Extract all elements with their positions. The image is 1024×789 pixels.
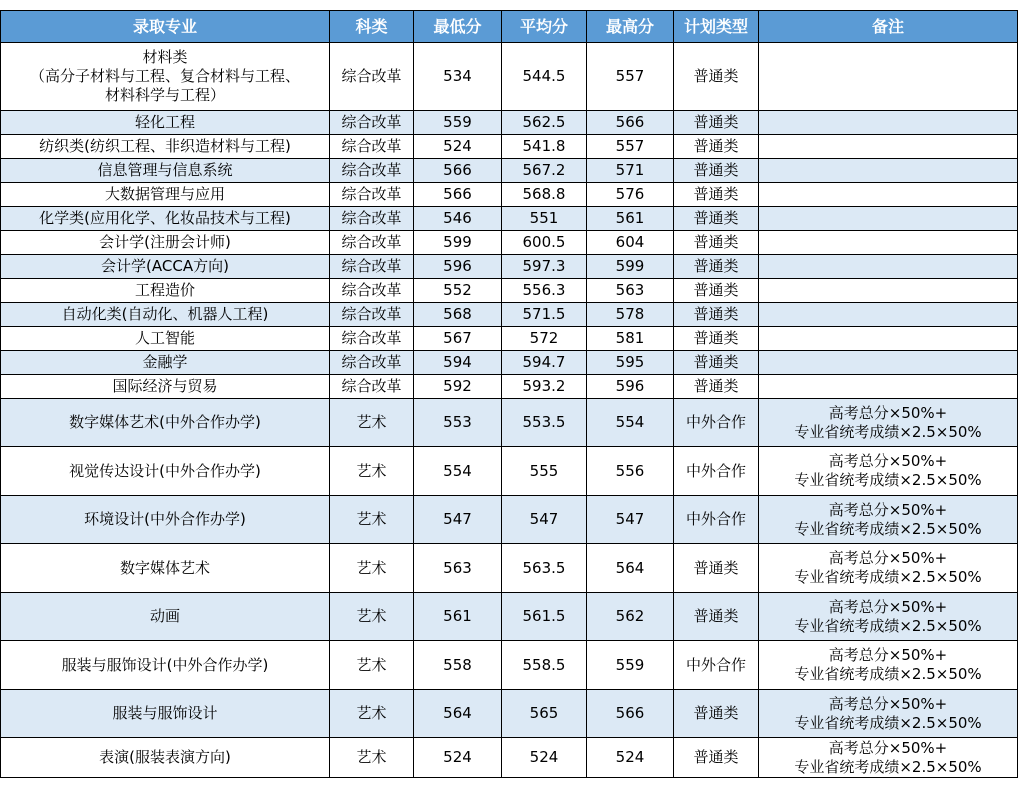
- cell-avg-score: 571.5: [502, 303, 587, 327]
- cell-major: 人工智能: [1, 327, 330, 351]
- cell-plan-type: 普通类: [674, 544, 759, 593]
- cell-max-score: 562: [587, 593, 674, 641]
- cell-max-score: 559: [587, 641, 674, 690]
- cell-major: 环境设计(中外合作办学): [1, 496, 330, 544]
- cell-category: 综合改革: [330, 231, 414, 255]
- cell-max-score: 524: [587, 738, 674, 778]
- cell-plan-type: 中外合作: [674, 447, 759, 496]
- cell-min-score: 534: [414, 43, 502, 111]
- cell-major: 金融学: [1, 351, 330, 375]
- cell-max-score: 564: [587, 544, 674, 593]
- cell-plan-type: 普通类: [674, 111, 759, 135]
- cell-category: 艺术: [330, 496, 414, 544]
- table-row: [1, 43, 1018, 111]
- cell-avg-score: 544.5: [502, 43, 587, 111]
- cell-min-score: 568: [414, 303, 502, 327]
- header-avg-score: 平均分: [502, 11, 587, 43]
- cell-avg-score: 562.5: [502, 111, 587, 135]
- table-row: [1, 447, 1018, 496]
- cell-category: 艺术: [330, 544, 414, 593]
- table-row: [1, 183, 1018, 207]
- cell-note: [759, 255, 1018, 279]
- cell-max-score: 566: [587, 690, 674, 738]
- cell-avg-score: 547: [502, 496, 587, 544]
- cell-category: 综合改革: [330, 183, 414, 207]
- cell-min-score: 561: [414, 593, 502, 641]
- admission-score-table: [0, 10, 1018, 778]
- table-row: [1, 544, 1018, 593]
- cell-max-score: 595: [587, 351, 674, 375]
- cell-avg-score: 524: [502, 738, 587, 778]
- cell-category: 综合改革: [330, 135, 414, 159]
- cell-min-score: 566: [414, 183, 502, 207]
- table-row: [1, 279, 1018, 303]
- table-row: [1, 111, 1018, 135]
- cell-note: [759, 303, 1018, 327]
- cell-min-score: 564: [414, 690, 502, 738]
- cell-avg-score: 600.5: [502, 231, 587, 255]
- cell-note: [759, 207, 1018, 231]
- cell-note: 高考总分×50%+ 专业省统考成绩×2.5×50%: [759, 738, 1018, 778]
- header-major: 录取专业: [1, 11, 330, 43]
- table-row: [1, 593, 1018, 641]
- cell-max-score: 604: [587, 231, 674, 255]
- cell-avg-score: 555: [502, 447, 587, 496]
- cell-min-score: 596: [414, 255, 502, 279]
- table-row: [1, 135, 1018, 159]
- cell-max-score: 599: [587, 255, 674, 279]
- cell-avg-score: 558.5: [502, 641, 587, 690]
- cell-note: 高考总分×50%+ 专业省统考成绩×2.5×50%: [759, 399, 1018, 447]
- cell-min-score: 553: [414, 399, 502, 447]
- cell-note: [759, 135, 1018, 159]
- cell-max-score: 596: [587, 375, 674, 399]
- cell-major: 数字媒体艺术(中外合作办学): [1, 399, 330, 447]
- cell-category: 综合改革: [330, 327, 414, 351]
- cell-min-score: 559: [414, 111, 502, 135]
- cell-avg-score: 556.3: [502, 279, 587, 303]
- table-row: [1, 375, 1018, 399]
- table-row: [1, 255, 1018, 279]
- cell-avg-score: 565: [502, 690, 587, 738]
- cell-min-score: 554: [414, 447, 502, 496]
- cell-plan-type: 中外合作: [674, 496, 759, 544]
- cell-min-score: 558: [414, 641, 502, 690]
- cell-category: 艺术: [330, 593, 414, 641]
- cell-major: 化学类(应用化学、化妆品技术与工程): [1, 207, 330, 231]
- cell-category: 艺术: [330, 641, 414, 690]
- table-row: [1, 351, 1018, 375]
- cell-min-score: 552: [414, 279, 502, 303]
- table-row: [1, 496, 1018, 544]
- cell-note: [759, 111, 1018, 135]
- cell-note: [759, 43, 1018, 111]
- cell-plan-type: 普通类: [674, 231, 759, 255]
- cell-category: 综合改革: [330, 303, 414, 327]
- cell-category: 综合改革: [330, 375, 414, 399]
- header-category: 科类: [330, 11, 414, 43]
- cell-min-score: 547: [414, 496, 502, 544]
- cell-note: 高考总分×50%+ 专业省统考成绩×2.5×50%: [759, 690, 1018, 738]
- cell-major: 服装与服饰设计: [1, 690, 330, 738]
- cell-max-score: 563: [587, 279, 674, 303]
- cell-max-score: 576: [587, 183, 674, 207]
- cell-category: 综合改革: [330, 159, 414, 183]
- cell-major: 纺织类(纺织工程、非织造材料与工程): [1, 135, 330, 159]
- cell-note: 高考总分×50%+ 专业省统考成绩×2.5×50%: [759, 641, 1018, 690]
- cell-major: 自动化类(自动化、机器人工程): [1, 303, 330, 327]
- cell-note: 高考总分×50%+ 专业省统考成绩×2.5×50%: [759, 593, 1018, 641]
- cell-major: 动画: [1, 593, 330, 641]
- cell-major: 会计学(ACCA方向): [1, 255, 330, 279]
- cell-max-score: 557: [587, 135, 674, 159]
- table-row: [1, 207, 1018, 231]
- cell-plan-type: 普通类: [674, 351, 759, 375]
- cell-avg-score: 572: [502, 327, 587, 351]
- cell-avg-score: 568.8: [502, 183, 587, 207]
- cell-min-score: 524: [414, 738, 502, 778]
- cell-plan-type: 普通类: [674, 159, 759, 183]
- cell-max-score: 556: [587, 447, 674, 496]
- cell-min-score: 524: [414, 135, 502, 159]
- cell-major: 材料类 （高分子材料与工程、复合材料与工程、 材料科学与工程）: [1, 43, 330, 111]
- table-row: [1, 303, 1018, 327]
- cell-major: 轻化工程: [1, 111, 330, 135]
- table-row: [1, 690, 1018, 738]
- cell-plan-type: 普通类: [674, 207, 759, 231]
- cell-note: 高考总分×50%+ 专业省统考成绩×2.5×50%: [759, 544, 1018, 593]
- cell-note: 高考总分×50%+ 专业省统考成绩×2.5×50%: [759, 496, 1018, 544]
- cell-max-score: 571: [587, 159, 674, 183]
- cell-category: 艺术: [330, 738, 414, 778]
- cell-category: 综合改革: [330, 43, 414, 111]
- cell-major: 信息管理与信息系统: [1, 159, 330, 183]
- cell-plan-type: 普通类: [674, 43, 759, 111]
- table-row: [1, 399, 1018, 447]
- header-min-score: 最低分: [414, 11, 502, 43]
- cell-avg-score: 593.2: [502, 375, 587, 399]
- cell-category: 艺术: [330, 447, 414, 496]
- cell-plan-type: 普通类: [674, 690, 759, 738]
- cell-avg-score: 563.5: [502, 544, 587, 593]
- table-row: [1, 231, 1018, 255]
- cell-major: 工程造价: [1, 279, 330, 303]
- cell-max-score: 561: [587, 207, 674, 231]
- cell-max-score: 554: [587, 399, 674, 447]
- cell-plan-type: 普通类: [674, 183, 759, 207]
- cell-major: 视觉传达设计(中外合作办学): [1, 447, 330, 496]
- cell-plan-type: 普通类: [674, 303, 759, 327]
- cell-avg-score: 594.7: [502, 351, 587, 375]
- cell-max-score: 547: [587, 496, 674, 544]
- table-row: [1, 159, 1018, 183]
- cell-note: [759, 279, 1018, 303]
- cell-avg-score: 567.2: [502, 159, 587, 183]
- cell-max-score: 578: [587, 303, 674, 327]
- cell-min-score: 567: [414, 327, 502, 351]
- header-max-score: 最高分: [587, 11, 674, 43]
- cell-avg-score: 561.5: [502, 593, 587, 641]
- cell-max-score: 557: [587, 43, 674, 111]
- cell-avg-score: 541.8: [502, 135, 587, 159]
- cell-plan-type: 普通类: [674, 375, 759, 399]
- cell-major: 数字媒体艺术: [1, 544, 330, 593]
- cell-note: [759, 183, 1018, 207]
- header-note: 备注: [759, 11, 1018, 43]
- table-row: [1, 641, 1018, 690]
- cell-min-score: 563: [414, 544, 502, 593]
- cell-category: 艺术: [330, 690, 414, 738]
- cell-plan-type: 中外合作: [674, 399, 759, 447]
- cell-category: 综合改革: [330, 351, 414, 375]
- cell-major: 国际经济与贸易: [1, 375, 330, 399]
- cell-major: 会计学(注册会计师): [1, 231, 330, 255]
- cell-avg-score: 551: [502, 207, 587, 231]
- cell-major: 服装与服饰设计(中外合作办学): [1, 641, 330, 690]
- cell-plan-type: 中外合作: [674, 641, 759, 690]
- table-body: [1, 43, 1018, 778]
- cell-note: [759, 351, 1018, 375]
- cell-max-score: 566: [587, 111, 674, 135]
- cell-note: [759, 159, 1018, 183]
- cell-min-score: 566: [414, 159, 502, 183]
- header-plan-type: 计划类型: [674, 11, 759, 43]
- cell-plan-type: 普通类: [674, 135, 759, 159]
- cell-note: 高考总分×50%+ 专业省统考成绩×2.5×50%: [759, 447, 1018, 496]
- cell-category: 综合改革: [330, 111, 414, 135]
- cell-note: [759, 231, 1018, 255]
- cell-avg-score: 553.5: [502, 399, 587, 447]
- cell-min-score: 599: [414, 231, 502, 255]
- cell-min-score: 592: [414, 375, 502, 399]
- cell-category: 综合改革: [330, 279, 414, 303]
- cell-plan-type: 普通类: [674, 255, 759, 279]
- cell-plan-type: 普通类: [674, 327, 759, 351]
- cell-min-score: 546: [414, 207, 502, 231]
- table-header-row: [1, 11, 1018, 43]
- cell-max-score: 581: [587, 327, 674, 351]
- cell-major: 表演(服装表演方向): [1, 738, 330, 778]
- cell-category: 综合改革: [330, 255, 414, 279]
- cell-plan-type: 普通类: [674, 738, 759, 778]
- cell-category: 综合改革: [330, 207, 414, 231]
- cell-min-score: 594: [414, 351, 502, 375]
- cell-major: 大数据管理与应用: [1, 183, 330, 207]
- cell-note: [759, 327, 1018, 351]
- cell-note: [759, 375, 1018, 399]
- cell-category: 艺术: [330, 399, 414, 447]
- cell-plan-type: 普通类: [674, 279, 759, 303]
- table-row: [1, 327, 1018, 351]
- cell-avg-score: 597.3: [502, 255, 587, 279]
- cell-plan-type: 普通类: [674, 593, 759, 641]
- table-row: [1, 738, 1018, 778]
